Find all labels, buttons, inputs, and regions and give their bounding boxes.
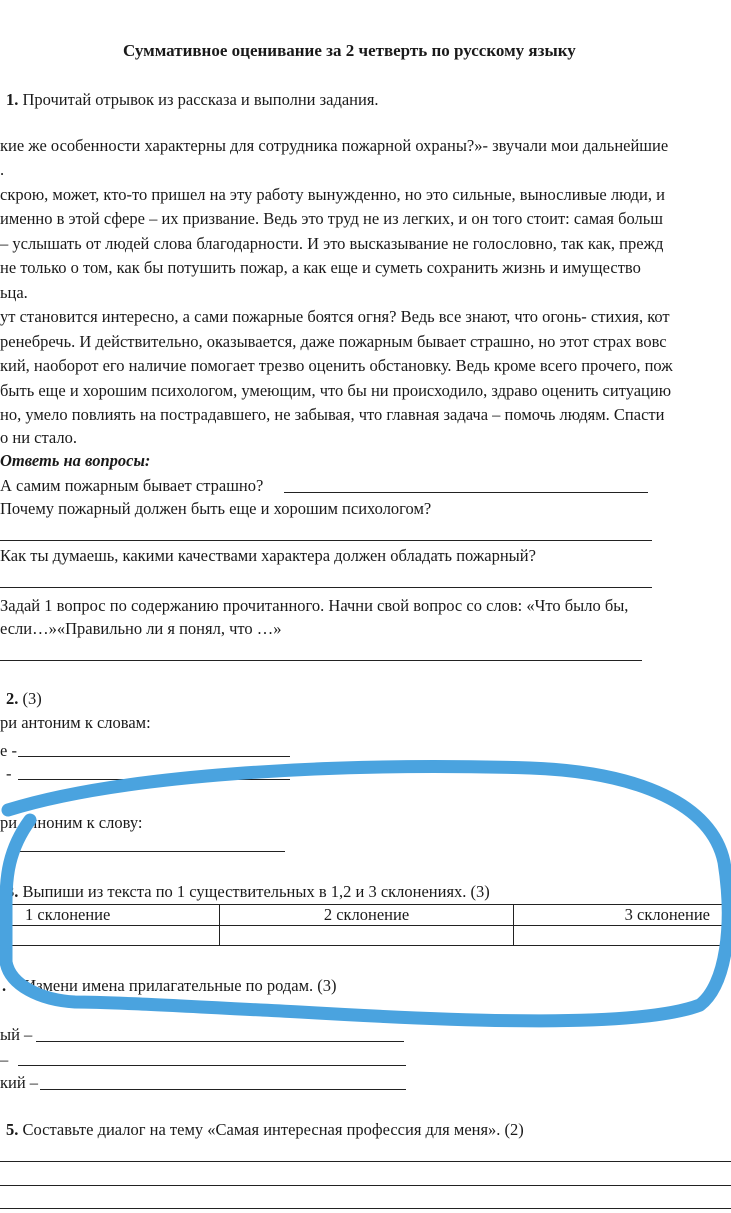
task5-heading (6, 1120, 524, 1140)
passage-line: ренебречь. И действительно, оказывается, даже пожарным бывает страшно, но этот страх вовс (0, 332, 667, 351)
answer-line[interactable] (36, 1041, 404, 1042)
task3-heading (6, 882, 490, 902)
answer-line[interactable] (18, 779, 290, 780)
answer-line[interactable] (0, 1161, 731, 1162)
task4-instruction: Измени имена прилагательные по родам. (3) (24, 976, 337, 995)
table-header-cell: 3 склонение (514, 905, 731, 926)
table-header-cell: 1 склонение (1, 905, 220, 926)
task3-instruction: Выпиши из текста по 1 существительных в 1,2 и 3 склонениях. (3) (22, 882, 490, 901)
question-1: А самим пожарным бывает страшно? (0, 476, 264, 495)
task4-number: . (2, 976, 7, 995)
passage-line: – услышать от людей слова благодарности. И это высказывание не голословно, так как, прежд (0, 234, 664, 253)
adjective-item: ый – (0, 1025, 33, 1044)
question-4-cont: если…»«Правильно ли я понял, что …» (0, 619, 282, 638)
antonym-item: - (6, 764, 12, 783)
task1-instruction: Прочитай отрывок из рассказа и выполни задания. (22, 90, 379, 109)
passage-line: ьца. (0, 283, 28, 302)
antonym-prompt: ри антоним к словам: (0, 713, 151, 732)
passage-line: кий, наоборот его наличие помогает трезво оценить обстановку. Ведь кроме всего прочего, пож (0, 356, 673, 375)
declension-table (0, 904, 731, 946)
table-header-cell: 2 склонение (219, 905, 514, 926)
task3-number: 3. (6, 882, 19, 901)
passage-line: но, умело повлиять на пострадавшего, не забывая, что главная задача – помочь людям. Спасти (0, 405, 665, 424)
passage-line: скрою, может, кто-то пришел на эту работу вынужденно, но это сильные, выносливые люди, и (0, 185, 665, 204)
answer-line[interactable] (18, 1065, 406, 1066)
task2-points: (3) (22, 689, 42, 708)
passage-line: кие же особенности характерны для сотрудника пожарной охраны?»- звучали мои дальнейшие (0, 136, 669, 155)
antonym-item: е - (0, 741, 17, 760)
page-title: Суммативное оценивание за 2 четверть по русскому языку (123, 41, 576, 60)
task2-number: 2. (6, 689, 19, 708)
passage-line: о ни стало. (0, 428, 77, 447)
adjective-item: кий – (0, 1073, 39, 1092)
question-2: Почему пожарный должен быть еще и хорошим психологом? (0, 499, 432, 518)
table-row (1, 926, 731, 946)
passage-line: быть еще и хорошим психологом, умеющим, что бы ни происходило, здраво оценить ситуацию (0, 381, 672, 400)
answer-line[interactable] (10, 851, 285, 852)
answer-line[interactable] (0, 540, 652, 541)
answer-line[interactable] (284, 492, 648, 493)
passage-line: не только о том, как бы потушить пожар, а как еще и суметь сохранить жизнь и имущество (0, 258, 641, 277)
answer-line[interactable] (0, 587, 652, 588)
answer-heading: Ответь на вопросы: (0, 451, 151, 470)
passage-line: ут становится интересно, а сами пожарные боятся огня? Ведь все знают, что огонь- стихия, кот (0, 307, 670, 326)
answer-line[interactable] (0, 1185, 731, 1186)
task5-number: 5. (6, 1120, 19, 1139)
synonym-prompt: ри синоним к слову: (0, 813, 143, 832)
answer-line[interactable] (0, 1208, 731, 1209)
task1-heading (6, 90, 379, 110)
passage-line: именно в этой сфере – их призвание. Ведь это труд не из легких, и он того стоит: самая больш (0, 209, 663, 228)
table-cell[interactable] (219, 926, 514, 946)
adjective-item: – (0, 1050, 9, 1069)
task5-instruction: Составьте диалог на тему «Самая интересная профессия для меня». (2) (22, 1120, 524, 1139)
answer-line[interactable] (40, 1089, 406, 1090)
answer-line[interactable] (18, 756, 290, 757)
table-header-row (1, 905, 731, 926)
question-4: Задай 1 вопрос по содержанию прочитанного. Начни свой вопрос со слов: «Что было бы, (0, 596, 629, 615)
task4-heading (2, 976, 337, 996)
task1-number: 1. (6, 90, 19, 109)
table-cell[interactable] (514, 926, 731, 946)
table-cell[interactable] (1, 926, 220, 946)
passage-line: . (0, 160, 5, 179)
question-3: Как ты думаешь, какими качествами характера должен обладать пожарный? (0, 546, 536, 565)
answer-line[interactable] (0, 660, 642, 661)
task2-heading (6, 689, 42, 709)
